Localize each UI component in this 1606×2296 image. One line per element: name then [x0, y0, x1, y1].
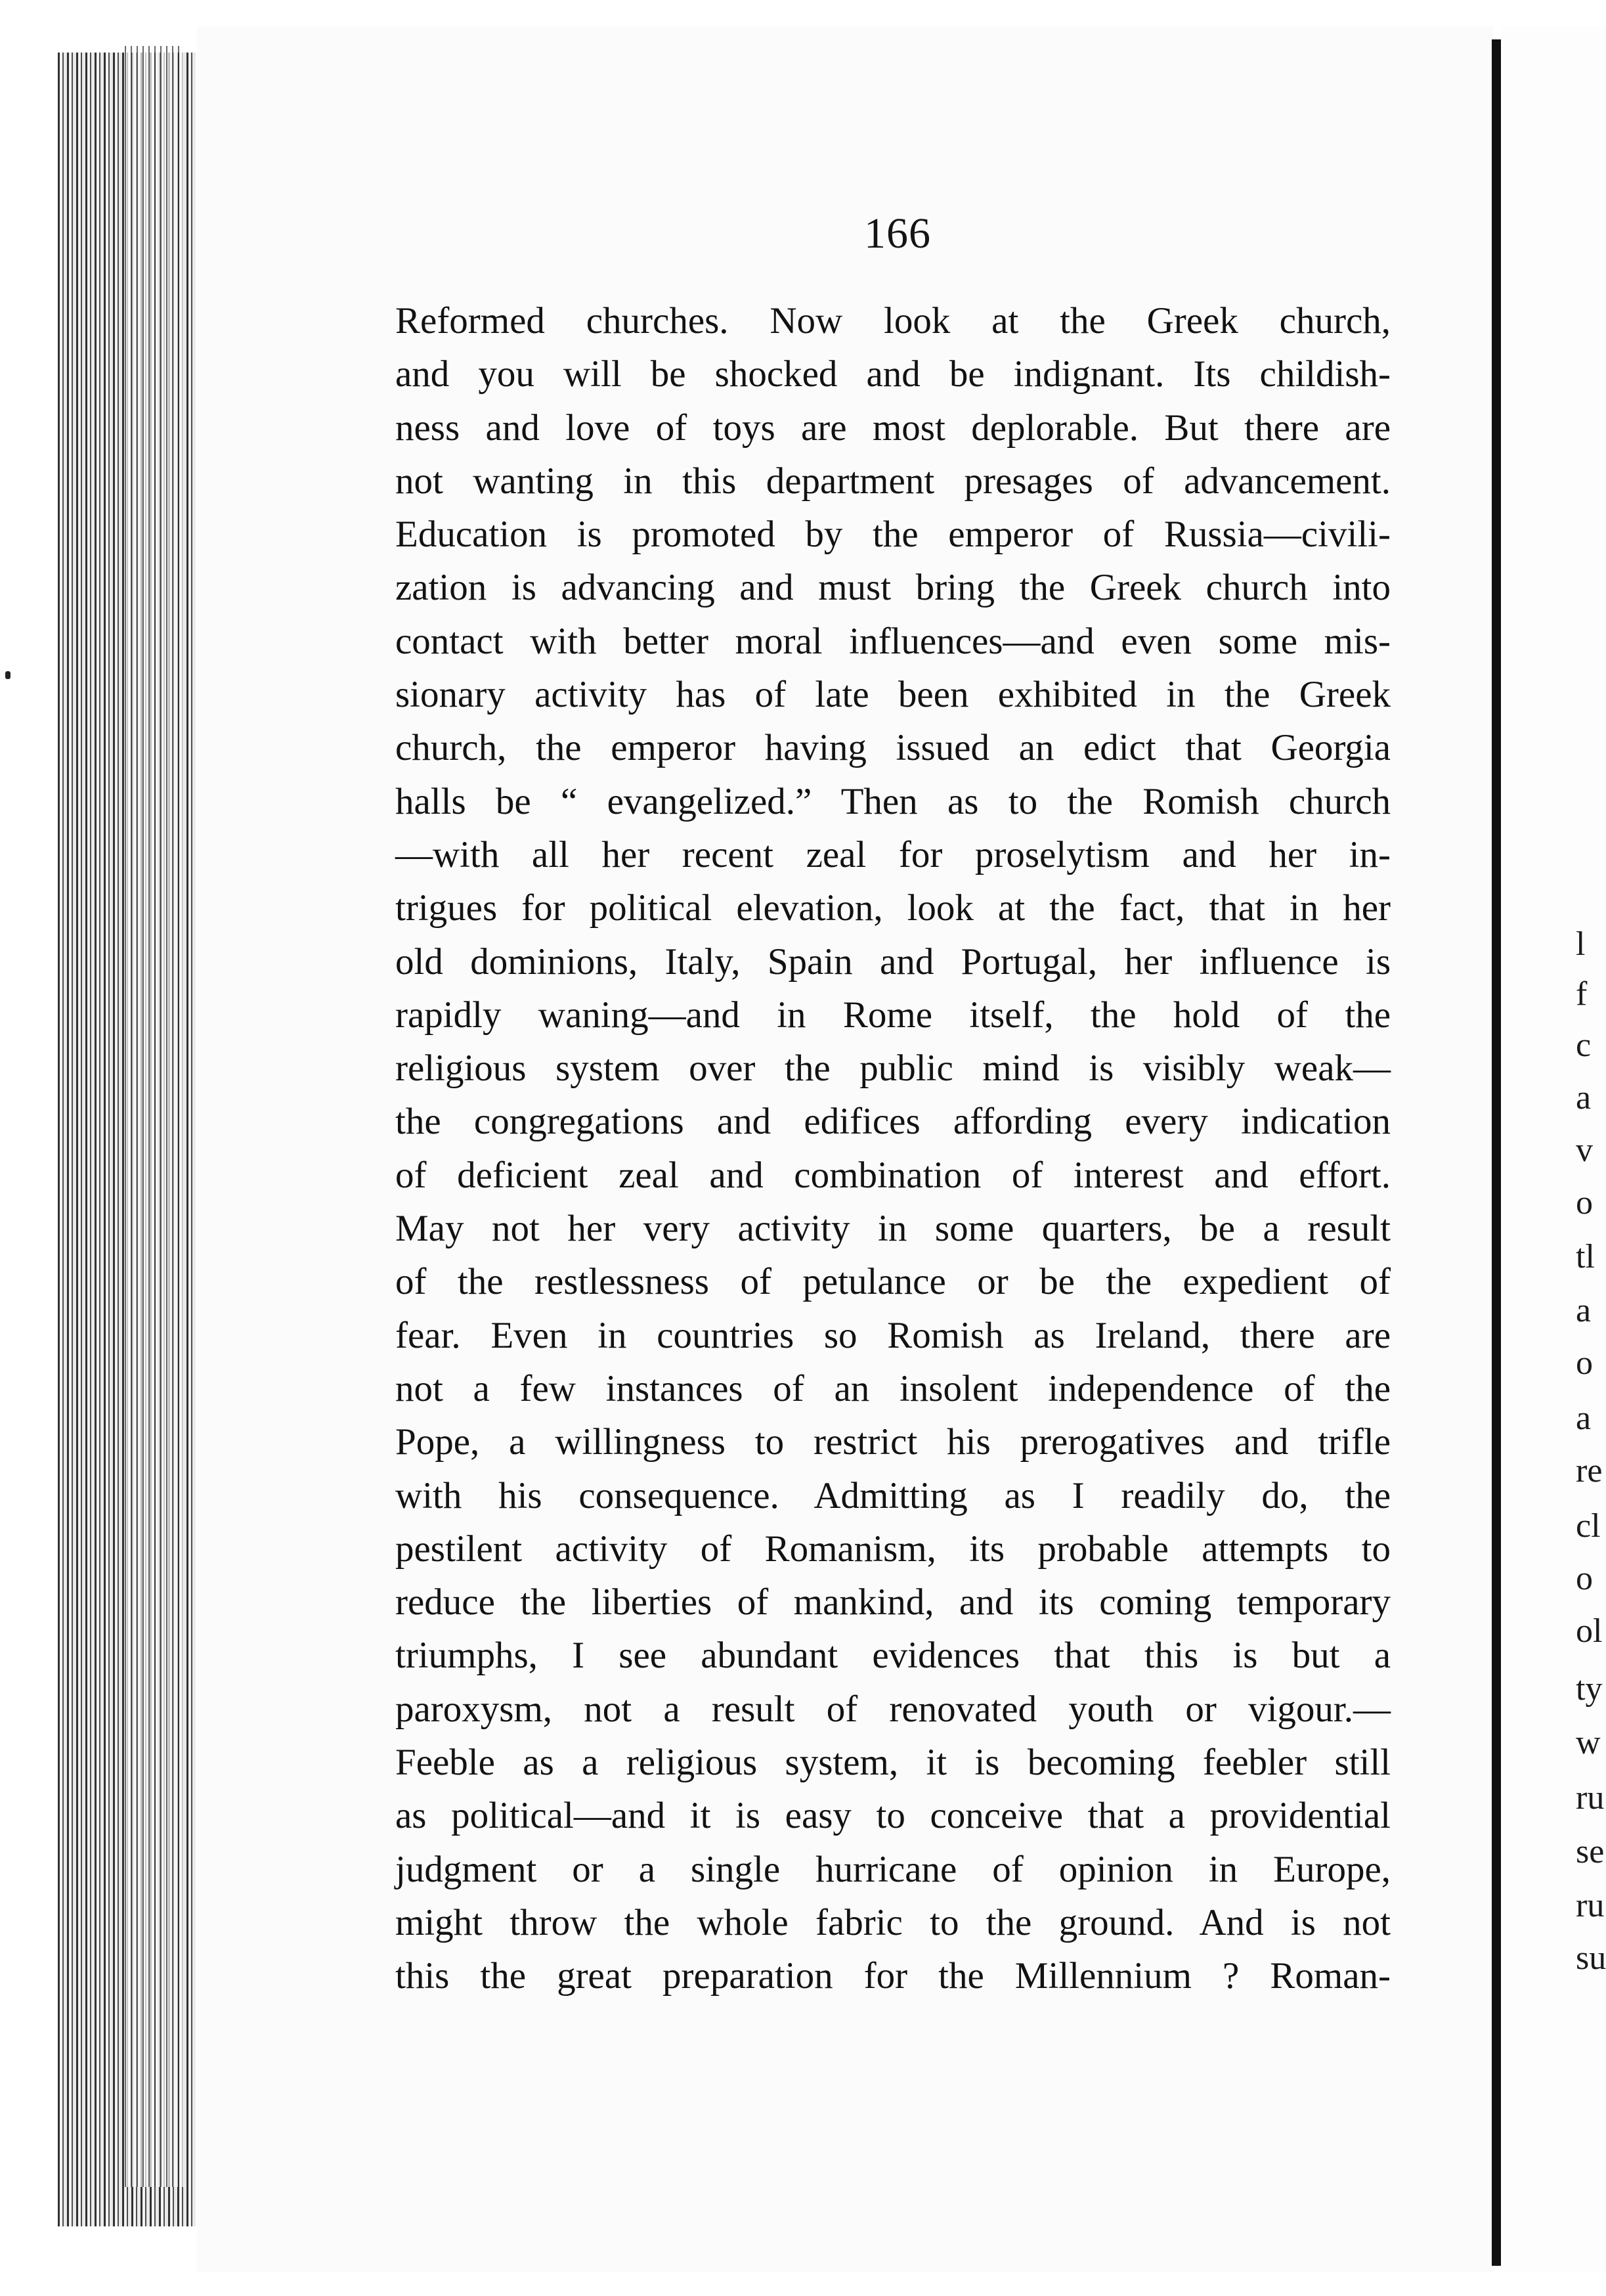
text-line: —with all her recent zeal for proselytism and her in-: [395, 833, 1391, 875]
text-line: pestilent activity of Romanism, its probable attempts to: [395, 1528, 1391, 1570]
text-line: triumphs, I see abundant evidences that this is but a: [395, 1635, 1391, 1677]
scan-mark: [5, 671, 11, 679]
text-line: halls be “ evangelized.” Then as to the Romish church: [395, 780, 1391, 822]
text-line: trigues for political elevation, look at the fact, that in her: [395, 887, 1391, 929]
text-line: fear. Even in countries so Romish as Ireland, there are: [395, 1314, 1391, 1356]
text-line: contact with better moral influences—and even some mis-: [395, 620, 1391, 662]
text-line: paroxysm, not a result of renovated youth or vigour.—: [395, 1688, 1391, 1730]
text-line: ness and love of toys are most deplorable. But there are: [395, 407, 1391, 449]
facing-page-fragment: ty: [1576, 1670, 1603, 1708]
text-line: the congregations and edifices affording every indication: [395, 1101, 1391, 1143]
text-line: of deficient zeal and combination of interest and effort.: [395, 1154, 1391, 1196]
text-line: judgment or a single hurricane of opinion in Europe,: [395, 1848, 1391, 1890]
text-line: Pope, a willingness to restrict his prerogatives and trifle: [395, 1421, 1391, 1463]
facing-page-fragment: o: [1576, 1184, 1593, 1222]
text-line: zation is advancing and must bring the Greek church into: [395, 567, 1391, 609]
text-line: rapidly waning—and in Rome itself, the hold of the: [395, 994, 1391, 1036]
text-line: Reformed churches. Now look at the Greek church,: [395, 300, 1391, 342]
facing-page-fragment: su: [1576, 1939, 1606, 1977]
facing-page-fragment: o: [1576, 1344, 1593, 1382]
text-line: Feeble as a religious system, it is becoming feebler still: [395, 1742, 1391, 1784]
facing-page-fragment: tl: [1576, 1238, 1595, 1275]
book-page-edges-inner: [125, 46, 184, 2187]
page-number: 166: [864, 210, 931, 257]
text-line: with his consequence. Admitting as I readily do, the: [395, 1474, 1391, 1516]
facing-page-fragment: f: [1576, 975, 1588, 1013]
facing-page-fragment: c: [1576, 1027, 1592, 1064]
text-line: religious system over the public mind is visibly weak—: [395, 1048, 1391, 1090]
text-line: old dominions, Italy, Spain and Portugal, her influence is: [395, 940, 1391, 982]
text-line: not a few instances of an insolent independence of the: [395, 1367, 1391, 1409]
facing-page-fragment: w: [1576, 1724, 1601, 1761]
facing-page-fragment: se: [1576, 1833, 1605, 1870]
text-line: May not her very activity in some quarters, be a result: [395, 1208, 1391, 1250]
facing-page-fragment: cl: [1576, 1507, 1601, 1545]
page-gutter: [1492, 39, 1501, 2266]
facing-page-fragment: a: [1576, 1292, 1592, 1329]
text-line: as political—and it is easy to conceive that a providential: [395, 1795, 1391, 1837]
facing-page-fragment: re: [1576, 1452, 1603, 1490]
text-line: this the great preparation for the Millennium ? Roman-: [395, 1955, 1391, 1997]
text-line: not wanting in this department presages of advancement.: [395, 460, 1391, 502]
facing-page-fragment: l: [1576, 925, 1586, 963]
text-line: sionary activity has of late been exhibited in the Greek: [395, 674, 1391, 716]
body-text: [395, 294, 1391, 2003]
facing-page-fragment: v: [1576, 1132, 1593, 1169]
text-line: and you will be shocked and be indignant. Its childish-: [395, 353, 1391, 395]
text-line: of the restlessness of petulance or be the expedient of: [395, 1261, 1391, 1303]
text-line: Education is promoted by the emperor of Russia—civili-: [395, 514, 1391, 556]
facing-page-fragment: a: [1576, 1079, 1592, 1116]
facing-page-fragment: ru: [1576, 1887, 1605, 1924]
facing-page-fragment: a: [1576, 1400, 1592, 1437]
facing-page-fragment: ol: [1576, 1612, 1603, 1650]
facing-page-fragment: o: [1576, 1560, 1593, 1597]
text-line: might throw the whole fabric to the ground. And is not: [395, 1901, 1391, 1943]
facing-page-fragment: ru: [1576, 1779, 1605, 1817]
text-line: reduce the liberties of mankind, and its coming temporary: [395, 1581, 1391, 1623]
text-line: church, the emperor having issued an edict that Georgia: [395, 727, 1391, 769]
